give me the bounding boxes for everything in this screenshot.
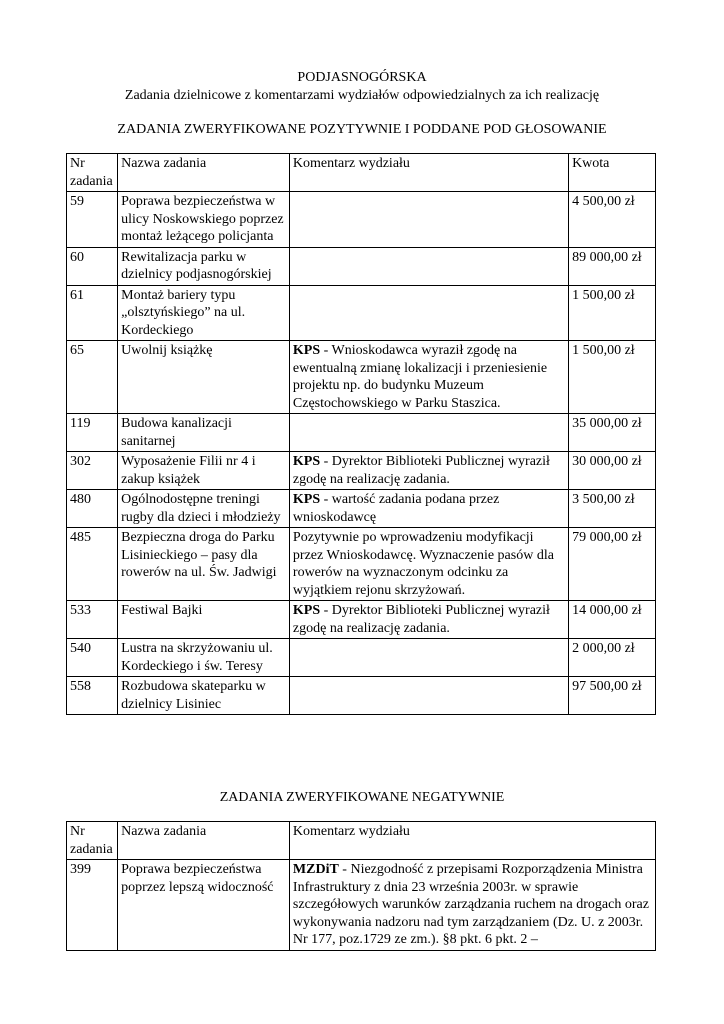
table-row: [67, 192, 656, 248]
section-positive-heading: ZADANIA ZWERYFIKOWANE POZYTYWNIE I PODDANE POD GŁOSOWANIE: [117, 122, 607, 137]
cell-comment: [289, 247, 568, 285]
cell-comment: [289, 341, 568, 414]
table-row: [67, 639, 656, 677]
cell-name: Rewitalizacja parku w dzielnicy podjasnogórskiej: [118, 247, 290, 285]
cell-name: Festiwal Bajki: [118, 601, 290, 639]
cell-nr: 485: [67, 528, 118, 601]
cell-amount: 30 000,00 zł: [569, 452, 656, 490]
cell-comment: [289, 192, 568, 248]
cell-name: Poprawa bezpieczeństwa poprzez lepszą widoczność: [118, 860, 290, 951]
cell-comment: [289, 528, 568, 601]
cell-comment: [289, 677, 568, 715]
cell-name: Rozbudowa skateparku w dzielnicy Lisiniec: [118, 677, 290, 715]
cell-name: Wyposażenie Filii nr 4 i zakup książek: [118, 452, 290, 490]
table-row: [67, 452, 656, 490]
cell-amount: 1 500,00 zł: [569, 341, 656, 414]
cell-nr: 533: [67, 601, 118, 639]
cell-name: Budowa kanalizacji sanitarnej: [118, 414, 290, 452]
cell-comment: [289, 601, 568, 639]
cell-amount: 14 000,00 zł: [569, 601, 656, 639]
header-comment: Komentarz wydziału: [289, 822, 655, 860]
cell-nr: 61: [67, 285, 118, 341]
cell-nr: 540: [67, 639, 118, 677]
cell-comment: [289, 860, 655, 951]
cell-nr: 480: [67, 490, 118, 528]
section-negative-heading: ZADANIA ZWERYFIKOWANE NEGATYWNIE: [219, 790, 505, 805]
header-nr: Nr zadania: [67, 822, 118, 860]
cell-nr: 399: [67, 860, 118, 951]
cell-comment: [289, 452, 568, 490]
table-row: [67, 341, 656, 414]
cell-amount: 89 000,00 zł: [569, 247, 656, 285]
cell-comment: [289, 414, 568, 452]
cell-amount: 79 000,00 zł: [569, 528, 656, 601]
header-name: Nazwa zadania: [118, 822, 290, 860]
cell-nr: 59: [67, 192, 118, 248]
cell-name: Lustra na skrzyżowaniu ul. Kordeckiego i św. Teresy: [118, 639, 290, 677]
cell-nr: 558: [67, 677, 118, 715]
table-row: [67, 601, 656, 639]
table-row: [67, 490, 656, 528]
cell-amount: 3 500,00 zł: [569, 490, 656, 528]
cell-nr: 302: [67, 452, 118, 490]
cell-comment: [289, 639, 568, 677]
cell-nr: 60: [67, 247, 118, 285]
cell-comment: [289, 285, 568, 341]
table-row: [67, 528, 656, 601]
cell-amount: 2 000,00 zł: [569, 639, 656, 677]
table-row: [67, 860, 656, 951]
table-row: [67, 247, 656, 285]
comment-text: - Dyrektor Biblioteki Publicznej wyraził zgodę na realizację zadania.: [292, 454, 550, 487]
cell-name: Bezpieczna droga do Parku Lisinieckiego – pasy dla rowerów na ul. Św. Jadwigi: [118, 528, 290, 601]
cell-amount: 97 500,00 zł: [569, 677, 656, 715]
table-header-row: [67, 822, 656, 860]
cell-name: Ogólnodostępne treningi rugby dla dzieci i młodzieży: [118, 490, 290, 528]
cell-amount: 35 000,00 zł: [569, 414, 656, 452]
cell-comment: [289, 490, 568, 528]
table-row: [67, 285, 656, 341]
table-row: [67, 414, 656, 452]
cell-name: Poprawa bezpieczeństwa w ulicy Noskowskiego poprzez montaż leżącego policjanta: [118, 192, 290, 248]
department-code: KPS: [292, 603, 321, 618]
cell-amount: 1 500,00 zł: [569, 285, 656, 341]
department-code: KPS: [292, 343, 321, 358]
department-code: KPS: [292, 454, 321, 469]
header-nr: Nr zadania: [67, 154, 118, 192]
department-code: MZDiT: [292, 862, 339, 877]
comment-text: - Dyrektor Biblioteki Publicznej wyraził zgodę na realizację zadania.: [292, 603, 550, 636]
cell-amount: 4 500,00 zł: [569, 192, 656, 248]
comment-text: - Wnioskodawca wyraził zgodę na ewentualną zmianę lokalizacji i przeniesienie projektu np. do budynku Muzeum Częstochowskiego w Parku Staszica.: [292, 343, 548, 411]
header-comment: Komentarz wydziału: [289, 154, 568, 192]
table-header-row: [67, 154, 656, 192]
district-title: PODJASNOGÓRSKA: [297, 70, 427, 85]
comment-text: Pozytywnie po wprowadzeniu modyfikacji przez Wnioskodawcę. Wyznaczenie pasów dla rowerów na wyznaczonym odcinku za wyjątkiem rejonu skrzyżowań.: [292, 530, 554, 598]
negative-tasks-table: [66, 821, 656, 951]
comment-text: - Niezgodność z przepisami Rozporządzenia Ministra Infrastruktury z dnia 23 września 2003r. w sprawie szczegółowych warunków zarządzania ruchem na drogach oraz wykonywania nadzoru nad tym zarządzaniem (Dz. U. z 2003r. Nr 177, poz.1729 ze zm.). §8 pkt. 6 pkt. 2 –: [292, 862, 649, 947]
cell-nr: 65: [67, 341, 118, 414]
cell-nr: 119: [67, 414, 118, 452]
header-name: Nazwa zadania: [118, 154, 290, 192]
positive-tasks-table: [66, 153, 656, 715]
cell-name: Uwolnij książkę: [118, 341, 290, 414]
table-row: [67, 677, 656, 715]
cell-name: Montaż bariery typu „olsztyńskiego” na ul. Kordeckiego: [118, 285, 290, 341]
document-subtitle: Zadania dzielnicowe z komentarzami wydziałów odpowiedzialnych za ich realizację: [124, 88, 600, 103]
comment-text: - wartość zadania podana przez wnioskodawcę: [292, 492, 500, 525]
department-code: KPS: [292, 492, 321, 507]
header-amount: Kwota: [569, 154, 656, 192]
